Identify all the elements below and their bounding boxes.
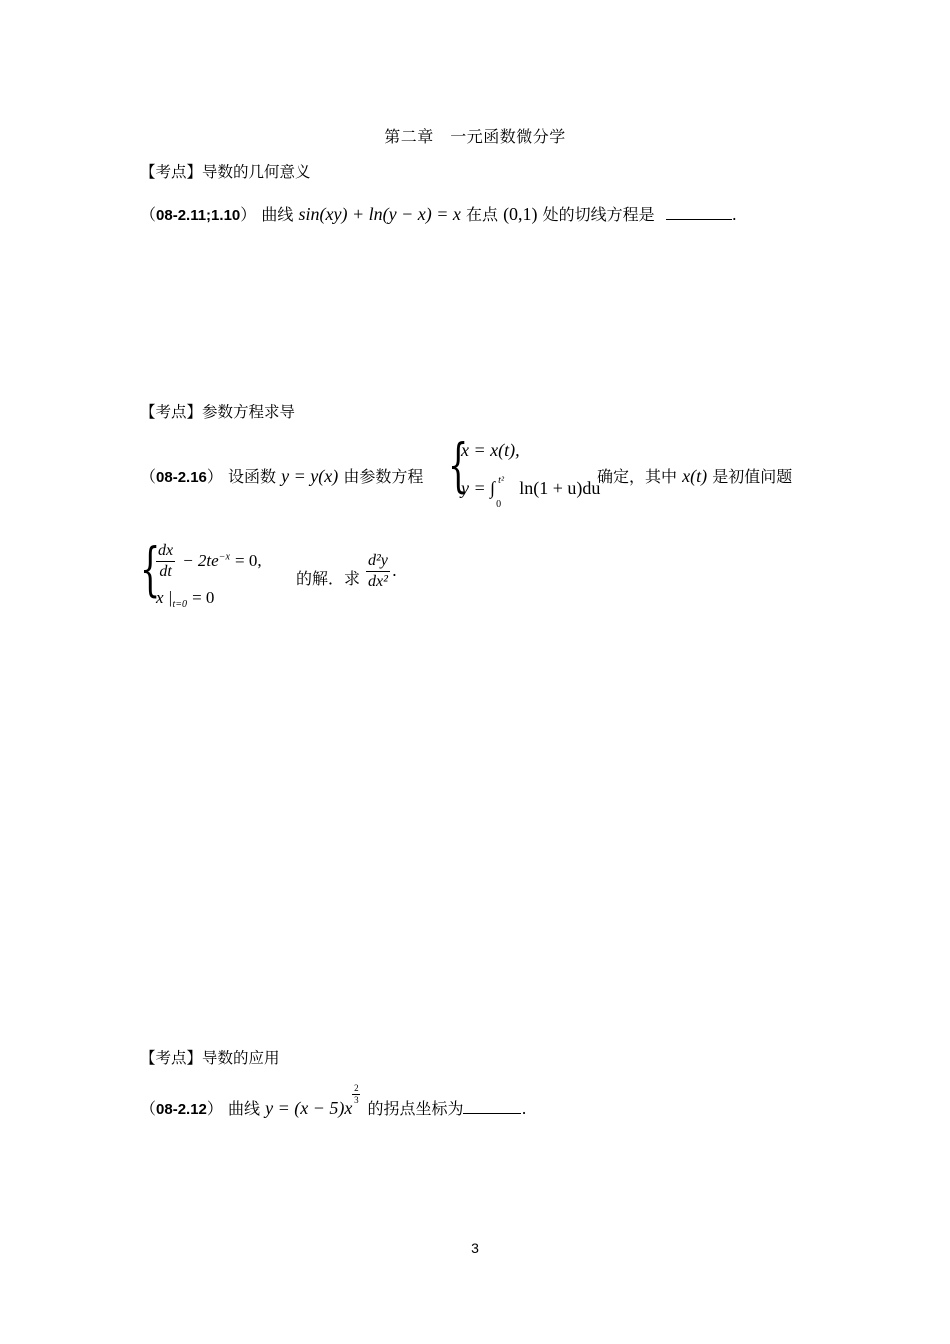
integrand: ln(1 + u)du bbox=[519, 478, 601, 498]
left-brace: { bbox=[448, 431, 469, 499]
ivp-equals: = 0, bbox=[234, 551, 262, 570]
problem-text: 曲线 bbox=[228, 1099, 261, 1118]
second-derivative bbox=[364, 551, 397, 592]
integral: y = ∫ bbox=[461, 478, 496, 498]
problem-08-2-16-line1: （08-2.16） 设函数 y = y(x) 由参数方程 bbox=[140, 466, 424, 486]
problem-08-2-16-ask bbox=[296, 566, 360, 589]
point: (0,1) bbox=[503, 204, 538, 224]
section-heading-applications: 【考点】导数的应用 bbox=[140, 1049, 280, 1067]
problem-number: 08-2.12 bbox=[156, 1101, 207, 1118]
ivp-line-1 bbox=[154, 541, 262, 582]
problem-text: 由参数方程 bbox=[343, 467, 424, 486]
period: . bbox=[521, 1099, 527, 1118]
ivp-line-2 bbox=[156, 588, 214, 610]
ask-denominator: dx² bbox=[368, 573, 388, 590]
exponent-numerator: 2 bbox=[354, 1083, 359, 1093]
ivp-denominator: dt bbox=[159, 563, 172, 580]
equation: sin(xy) + ln(y − x) = x bbox=[298, 204, 461, 224]
ask-numerator: d²y bbox=[366, 551, 390, 572]
answer-blank[interactable] bbox=[463, 1112, 521, 1114]
ivp-exponent: −x bbox=[218, 551, 230, 563]
section-heading-parametric: 【考点】参数方程求导 bbox=[140, 403, 296, 421]
system-line-2 bbox=[461, 475, 601, 510]
problem-text: 的解．求 bbox=[296, 569, 361, 588]
ivp-term: − 2te bbox=[182, 551, 219, 570]
function: y = y(x) bbox=[281, 466, 339, 486]
section-heading-geometric-meaning: 【考点】导数的几何意义 bbox=[140, 163, 311, 181]
answer-blank[interactable] bbox=[666, 218, 732, 220]
period: . bbox=[391, 561, 397, 580]
ivp-numerator: dx bbox=[156, 541, 175, 562]
problem-number: 08-2.16 bbox=[156, 469, 207, 486]
problem-08-2-12: （08-2.12） 曲线 y = (x − 5)x $\frac{2}{3}$ 的拐点坐标为 . bbox=[140, 1083, 527, 1118]
problem-text: 在点 bbox=[465, 205, 498, 224]
period: . bbox=[731, 205, 737, 224]
exponent-denominator: 3 bbox=[354, 1095, 359, 1105]
problem-text: 设函数 bbox=[228, 467, 277, 486]
ivp-condition: x | bbox=[156, 588, 173, 607]
x-of-t: x(t) bbox=[682, 466, 708, 486]
ivp-condition-sub: t=0 bbox=[172, 599, 187, 611]
upper-limit: t² bbox=[498, 475, 504, 486]
problem-text: 确定，其中 bbox=[597, 467, 678, 486]
problem-text: 是初值问题 bbox=[712, 467, 793, 486]
lower-limit: 0 bbox=[496, 499, 502, 510]
problem-text: 曲线 bbox=[261, 205, 294, 224]
problem-08-2-16-line1-cont bbox=[597, 464, 792, 487]
problem-08-2-11: （08-2.11;1.10） 曲线 sin(xy) + ln(y − x) = x 在点 (0,1) 处的切线方程是 . bbox=[140, 204, 737, 224]
problem-text: 处的切线方程是 bbox=[542, 205, 655, 224]
problem-text: 的拐点坐标为 bbox=[367, 1099, 464, 1118]
curve-formula: y = (x − 5)x bbox=[265, 1098, 353, 1118]
chapter-title: 第二章 一元函数微分学 bbox=[384, 127, 566, 146]
ivp-condition-value: = 0 bbox=[192, 588, 215, 607]
system-line-1: x = x(t), bbox=[461, 440, 520, 460]
problem-number: 08-2.11;1.10 bbox=[156, 207, 241, 224]
left-brace-ivp: { bbox=[140, 535, 161, 603]
page-number: 3 bbox=[471, 1240, 479, 1256]
